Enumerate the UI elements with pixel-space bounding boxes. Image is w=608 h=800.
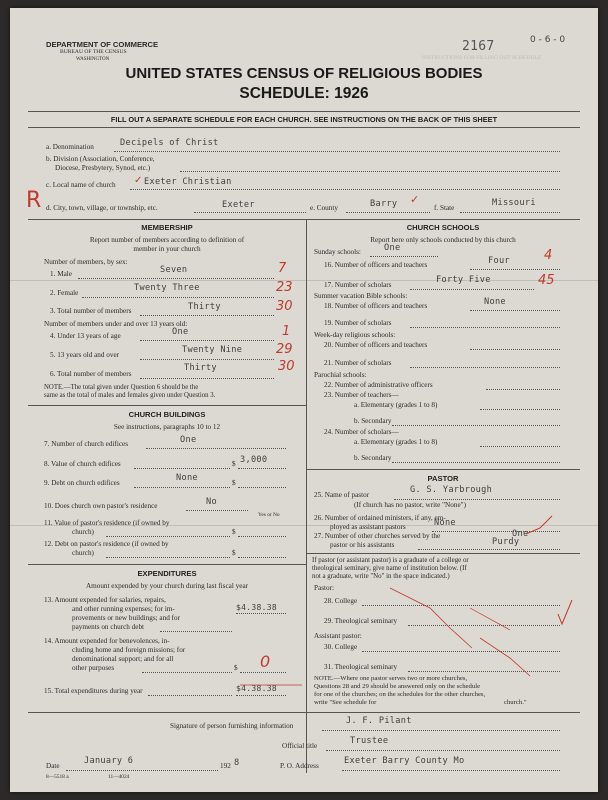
q13-label-2: and other running expenses; for im-	[72, 605, 175, 613]
pastor-note-5: church."	[504, 699, 527, 706]
age-intro: Number of members under and over 13 years old:	[44, 320, 188, 328]
parochial-label: Parochial schools:	[314, 371, 367, 379]
schools-intro: Report here only schools conducted by this church	[370, 236, 516, 244]
q26-label: 26. Number of ordained ministers, if any, em-	[314, 514, 446, 522]
membership-intro: Report number of members according to definition of	[89, 236, 245, 244]
q10-label: 10. Does church own pastor's residence	[44, 502, 158, 510]
q7-value: One	[180, 435, 197, 445]
q23-label: 23. Number of teachers—	[324, 391, 399, 399]
q6-label: 6. Total number of members	[50, 370, 132, 378]
q18-label: 18. Number of officers and teachers	[324, 302, 428, 310]
assistant-label: Assistant pastor:	[314, 632, 362, 640]
department-label: DEPARTMENT OF COMMERCE	[46, 40, 159, 49]
check-mark: ✓	[134, 175, 143, 186]
q23b-label: b. Secondary	[354, 417, 392, 425]
faint-title: INSTRUCTIONS FOR FILLING OUT SCHEDULE	[422, 55, 542, 61]
q9-dollar: $	[232, 479, 236, 487]
q27-church-name: Purdy	[492, 537, 520, 547]
q28-label: 28. College	[324, 597, 358, 605]
year-prefix: 192	[220, 762, 231, 770]
q10-value: No	[206, 497, 217, 507]
q13-label: 13. Amount expended for salaries, repairs,	[44, 596, 166, 604]
q24-label: 24. Number of scholars—	[324, 428, 399, 436]
q2-check: 23	[276, 280, 293, 295]
year-value: 8	[234, 758, 240, 768]
q8-label: 8. Value of church edifices	[44, 460, 121, 468]
q9-value: None	[176, 473, 198, 483]
red-pencil-stroke	[480, 638, 530, 676]
q3-value: Thirty	[188, 302, 221, 312]
q14-dollar: $	[234, 664, 238, 672]
bureau-label: BUREAU OF THE CENSUS	[60, 49, 127, 55]
q25-hint: (If church has no pastor, write "None")	[354, 501, 466, 509]
city-label: WASHINGTON	[76, 57, 110, 62]
city-town-label: d. City, town, village, or township, etc.	[46, 204, 158, 212]
q5-value: Twenty Nine	[182, 345, 243, 355]
red-pencil-marks	[10, 8, 598, 792]
q30-label: 30. College	[324, 643, 358, 651]
q27-label: 27. Number of other churches served by the	[314, 532, 441, 540]
q26-value: None	[434, 518, 456, 528]
q14-label-3: denominational support; and for all	[72, 655, 174, 663]
red-r-mark: R	[26, 188, 42, 213]
pastor-note-2: Questions 28 and 29 should be answered only on the schedule	[314, 683, 481, 690]
q29-label: 29. Theological seminary	[324, 617, 398, 625]
q12-label-2: church)	[72, 549, 94, 557]
q16-label: 16. Number of officers and teachers	[324, 261, 428, 269]
q25-label: 25. Name of pastor	[314, 491, 370, 499]
q23a-label: a. Elementary (grades 1 to 8)	[354, 401, 438, 409]
q4-label: 4. Under 13 years of age	[50, 332, 121, 340]
sunday-label: Sunday schools:	[314, 248, 361, 256]
official-title-value: Trustee	[350, 736, 389, 746]
q17-check: 45	[538, 273, 555, 288]
q20-label: 20. Number of officers and teachers	[324, 341, 428, 349]
q1-label: 1. Male	[50, 270, 72, 278]
q15-label: 15. Total expenditures during year	[44, 687, 143, 695]
q6-check: 30	[278, 359, 295, 374]
weekday-label: Week-day religious schools:	[314, 331, 396, 339]
q9-label: 9. Debt on church edifices	[44, 479, 120, 487]
county-label: e. County	[310, 204, 338, 212]
q2-value: Twenty Three	[134, 283, 200, 293]
corner-mark: 0 - 6 - 0	[530, 35, 566, 45]
q11-dollar: $	[232, 528, 236, 536]
summer-label: Summer vacation Bible schools:	[314, 292, 408, 300]
date-value: January 6	[84, 756, 134, 766]
red-check-icon	[558, 600, 572, 624]
graduate-instructions: If pastor (or assistant pastor) is a graduate of a college or	[312, 557, 469, 564]
q27-value: One	[512, 529, 529, 539]
pastor-title: PASTOR	[427, 474, 459, 483]
q13-label-3: provements or new buildings; and for	[72, 614, 180, 622]
q12-label: 12. Debt on pastor's residence (if owned by	[44, 540, 169, 548]
membership-note-2: same as the total of males and females given under Question 3.	[44, 392, 216, 399]
buildings-title: CHURCH BUILDINGS	[128, 410, 206, 419]
q31-label: 31. Theological seminary	[324, 663, 398, 671]
q11-label: 11. Value of pastor's residence (if owned by	[44, 519, 170, 527]
membership-intro-2: member in your church	[133, 245, 201, 253]
q4-value: One	[172, 327, 189, 337]
q14-value: 0	[260, 652, 271, 671]
q4-check: 1	[282, 324, 291, 339]
graduate-instructions-3: not a graduate, write "No" in the space indicated.)	[312, 573, 450, 580]
q3-check: 30	[276, 299, 293, 314]
pastor-note-4: write "See schedule for	[314, 699, 377, 706]
schedule-title: SCHEDULE: 1926	[239, 85, 369, 102]
date-label: Date	[46, 762, 60, 770]
membership-note: NOTE.—The total given under Question 6 should be the	[44, 384, 199, 391]
q1-value: Seven	[160, 265, 188, 275]
print-number: 11—4024	[108, 774, 130, 780]
membership-title: MEMBERSHIP	[141, 223, 193, 232]
q27-label-2: pastor or his assistants	[330, 541, 395, 549]
q14-label-4: other purposes	[72, 664, 115, 672]
denomination-label: a. Denomination	[46, 143, 94, 151]
expenditures-subtitle: Amount expended by your church during last fiscal year	[85, 582, 249, 590]
q25-value: G. S. Yarbrough	[410, 485, 493, 495]
expenditures-title: EXPENDITURES	[137, 569, 197, 578]
state-value: Missouri	[492, 198, 536, 208]
local-name-value: Exeter Christian	[144, 177, 232, 187]
red-pencil-stroke	[470, 608, 510, 630]
q14-label: 14. Amount expended for benevolences, in-	[44, 637, 170, 645]
census-schedule-page	[10, 8, 598, 792]
q14-label-2: cluding home and foreign missions; for	[72, 646, 186, 654]
schools-title: CHURCH SCHOOLS	[406, 223, 480, 232]
division-label-2: Diocese, Presbytery, Synod, etc.)	[55, 164, 151, 172]
official-title-label: Official title	[282, 742, 318, 750]
q12-dollar: $	[232, 549, 236, 557]
sunday-value: One	[384, 243, 401, 253]
instruction-line: FILL OUT A SEPARATE SCHEDULE FOR EACH CHURCH. SEE INSTRUCTIONS ON THE BACK OF THIS SHEET	[110, 115, 498, 124]
q19-label: 19. Number of scholars	[324, 319, 392, 327]
state-label: f. State	[434, 204, 455, 212]
q18-value: None	[484, 297, 506, 307]
q5-label: 5. 13 years old and over	[50, 351, 120, 359]
q17-value: Forty Five	[436, 275, 491, 285]
division-label: b. Division (Association, Conference,	[46, 155, 155, 163]
q11-label-2: church)	[72, 528, 94, 536]
q21-label: 21. Number of scholars	[324, 359, 392, 367]
po-address-label: P. O. Address	[280, 762, 319, 770]
q10-hint: Yes or No	[258, 512, 280, 518]
red-check-icon	[526, 516, 552, 534]
q5-check: 29	[276, 342, 293, 357]
q16-check: 4	[544, 248, 553, 263]
q26-label-2: ployed as assistant pastors	[330, 523, 406, 531]
pastor-note-3: for one of the churches; on the schedules for the other churches,	[314, 691, 486, 698]
serial-number: 2167	[462, 39, 495, 54]
q22-label: 22. Number of administrative officers	[324, 381, 433, 389]
local-name-label: c. Local name of church	[46, 181, 116, 189]
q17-label: 17. Number of scholars	[324, 281, 392, 289]
county-value: Barry	[370, 199, 398, 209]
q15-value: $4.38.38	[236, 684, 277, 693]
city-value: Exeter	[222, 200, 255, 210]
graduate-instructions-2: theological seminary, give name of institution below. (If	[312, 565, 467, 572]
q8-dollar: $	[232, 460, 236, 468]
red-pencil-stroke	[390, 588, 472, 648]
q7-label: 7. Number of church edifices	[44, 440, 129, 448]
by-sex-label: Number of members, by sex:	[44, 258, 128, 266]
q16-value: Four	[488, 256, 510, 266]
form-title: UNITED STATES CENSUS OF RELIGIOUS BODIES	[125, 65, 483, 82]
denomination-value: Decipels of Christ	[120, 138, 219, 148]
q2-label: 2. Female	[50, 289, 79, 297]
q24b-label: b. Secondary	[354, 454, 392, 462]
buildings-subtitle: See instructions, paragraphs 10 to 12	[113, 423, 221, 431]
q1-check: 7	[278, 261, 287, 276]
q13-value: $4.38.38	[236, 603, 277, 612]
form-number: 8—5518 a	[46, 774, 69, 780]
q13-label-4: payments on church debt	[72, 623, 145, 631]
signature-value: J. F. Pilant	[346, 716, 412, 726]
q6-value: Thirty	[184, 363, 217, 373]
q3-label: 3. Total number of members	[50, 307, 132, 315]
q8-value: 3,000	[240, 455, 268, 465]
check-mark: ✓	[410, 193, 420, 206]
signature-label: Signature of person furnishing information	[170, 722, 294, 730]
pastor-sub-label: Pastor:	[314, 584, 334, 592]
po-address-value: Exeter Barry County Mo	[344, 756, 465, 766]
q24a-label: a. Elementary (grades 1 to 8)	[354, 438, 438, 446]
pastor-note: NOTE.—Where one pastor serves two or more churches,	[314, 675, 468, 682]
